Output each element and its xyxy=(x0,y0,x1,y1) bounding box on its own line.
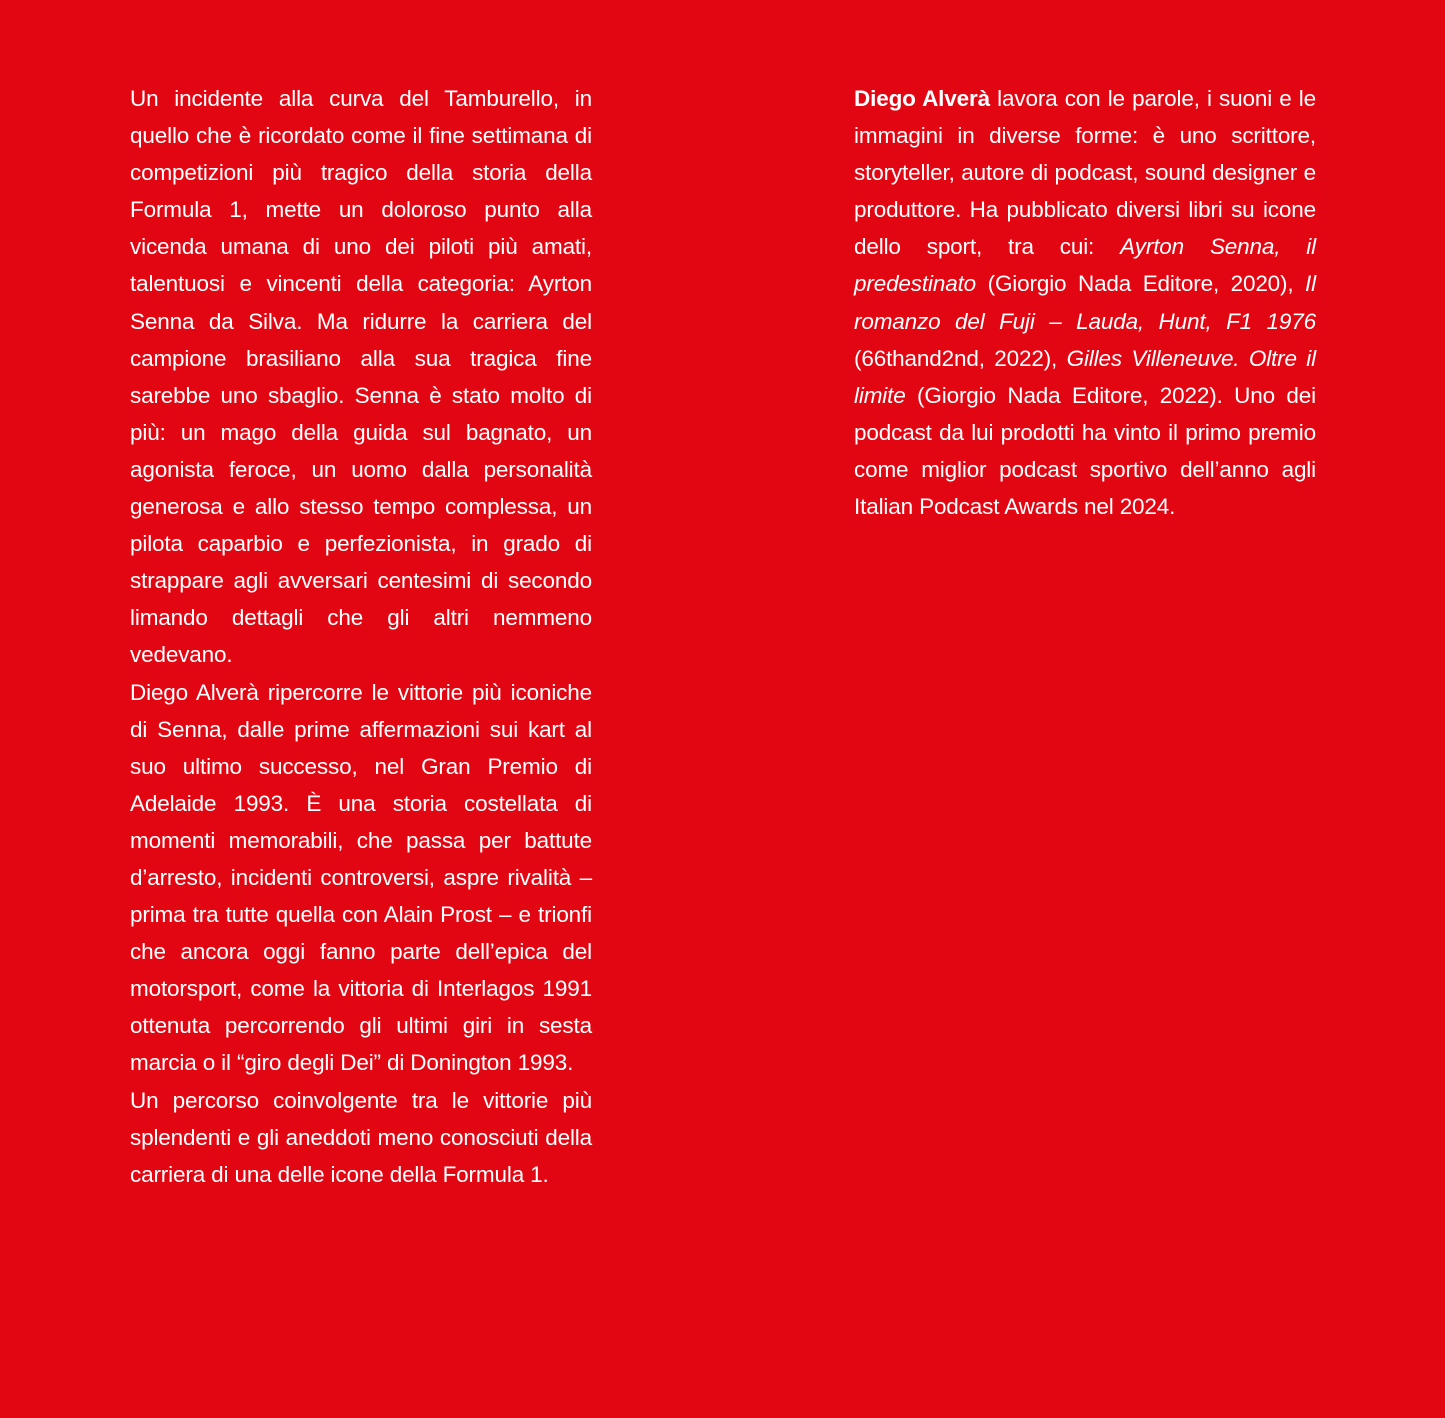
book-title-2: Il romanzo del Fuji – Lauda, Hunt, F1 1976 xyxy=(854,271,1316,334)
author-name: Diego Alverà xyxy=(854,86,990,111)
book-publisher-1: (Giorgio Nada Editore, 2020), xyxy=(976,271,1306,297)
author-bio-intro: lavora con le parole, i suoni e le immagini in diverse forme: è uno scrittore, storyteller, autore di podcast, sound designer e produttore. Ha pubblicato diversi libri su icone dello sport, tra cui: xyxy=(854,86,1316,260)
author-bio-outro: Uno dei podcast da lui prodotti ha vinto il primo premio come miglior podcast sportivo dell’anno agli Italian Podcast Awards nel 2024. xyxy=(854,382,1316,520)
book-publisher-3: (Giorgio Nada Editore, 2022). xyxy=(905,382,1235,408)
author-bio-paragraph xyxy=(854,80,1316,525)
book-title-1: Ayrton Senna, il predestinato xyxy=(854,234,1316,297)
synopsis-paragraph-1: Un incidente alla curva del Tamburello, in quello che è ricordato come il fine settimana di competizioni più tragico della storia della Formula 1, mette un doloroso punto alla vicenda umana di uno dei piloti più amati, talentuosi e vincenti della categoria: Ayrton Senna da Silva. Ma ridurre la carriera del campione brasiliano alla sua tragica fine sarebbe uno sbaglio. Senna è stato molto di più: un mago della guida sul bagnato, un agonista feroce, un uomo dalla personalità generosa e allo stesso tempo complessa, un pilota caparbio e perfezionista, in grado di strappare agli avversari centesimi di secondo limando dettagli che gli altri nemmeno vedevano. xyxy=(130,86,592,668)
synopsis-column xyxy=(130,80,592,1193)
author-bio-column xyxy=(854,80,1316,525)
book-publisher-2: (66thand2nd, 2022), xyxy=(854,345,1067,371)
book-title-3: Gilles Villeneuve. Oltre il limite xyxy=(854,345,1316,408)
synopsis-paragraph-3: Un percorso coinvolgente tra le vittorie più splendenti e gli aneddoti meno conosciuti della carriera di una delle icone della Formula 1. xyxy=(130,1087,592,1187)
synopsis-paragraph-2: Diego Alverà ripercorre le vittorie più iconiche di Senna, dalle prime affermazioni sui kart al suo ultimo successo, nel Gran Premio di Adelaide 1993. È una storia costellata di momenti memorabili, che passa per battute d’arresto, incidenti controversi, aspre rivalità – prima tra tutte quella con Alain Prost – e trionfi che ancora oggi fanno parte dell’epica del motorsport, come la vittoria di Interlagos 1991 ottenuta percorrendo gli ultimi giri in sesta marcia o il “giro degli Dei” di Donington 1993. xyxy=(130,679,592,1076)
